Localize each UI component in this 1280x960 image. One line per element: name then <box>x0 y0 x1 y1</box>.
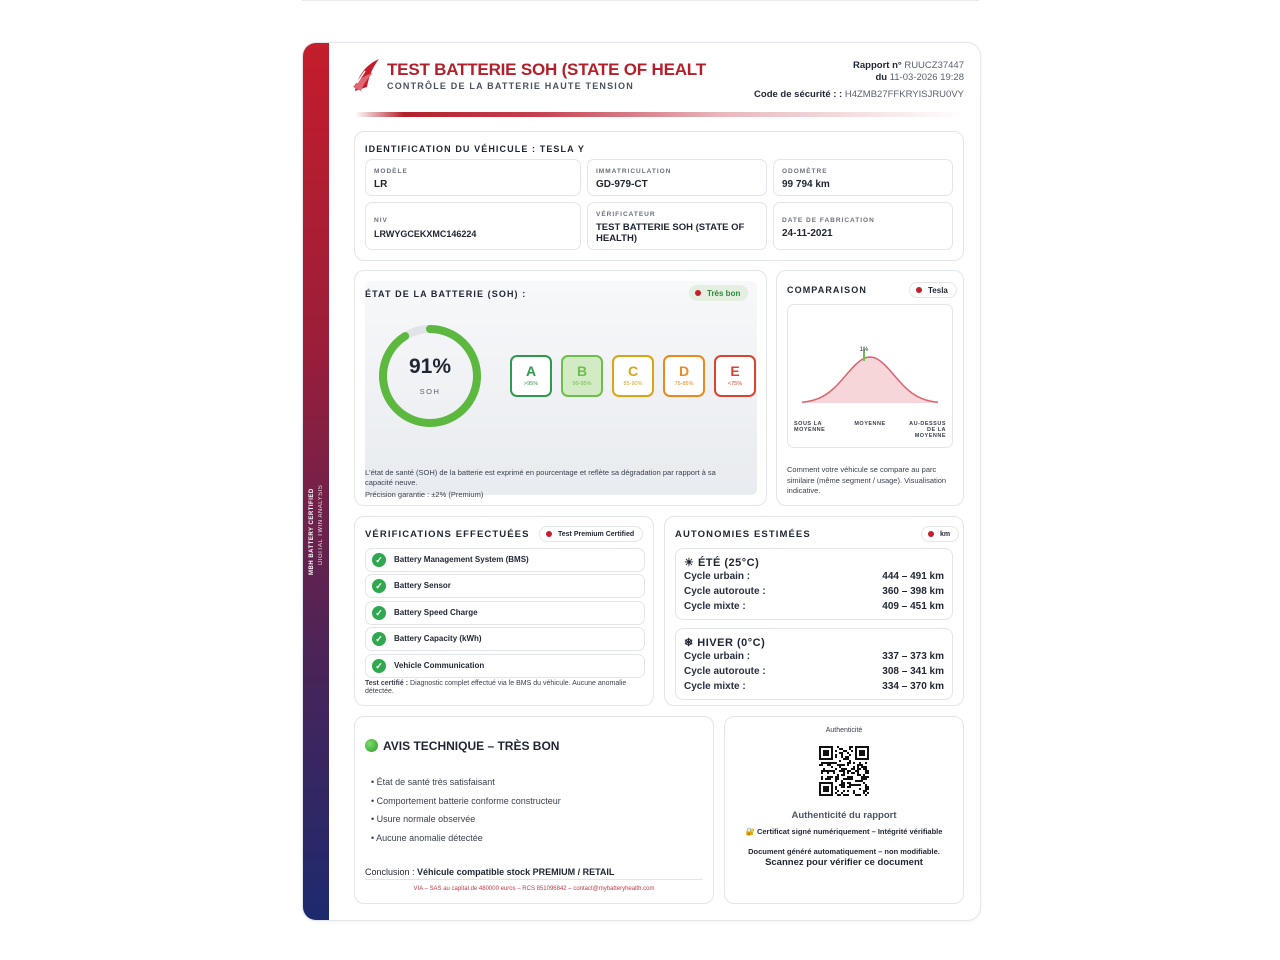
grade-letter: E <box>730 363 740 379</box>
checks-note-label: Test certifié : <box>365 680 409 687</box>
qr-code[interactable] <box>819 746 869 796</box>
report-number-label: Rapport n° <box>853 60 902 71</box>
check-label: Battery Capacity (kWh) <box>394 634 482 643</box>
report-date-label: du <box>875 72 888 83</box>
header-divider <box>355 112 965 117</box>
field-label: NIV <box>374 217 388 224</box>
comparison-note: Comment votre véhicule se compare au parc similaire (même segment / usage). Visualisation indicative. <box>787 465 947 495</box>
field-odometer <box>773 159 953 196</box>
range-label: Cycle autoroute : <box>684 586 766 597</box>
opinion-bullet-text: Usure normale observée <box>376 814 476 824</box>
opinion-title: AVIS TECHNIQUE – TRÈS BON <box>383 739 560 753</box>
field-value: 99 794 km <box>782 179 830 190</box>
company-footer: VIA – SAS au capital de 480000 euros – RCS 851096842 – contact@mybatteryhealth.com <box>413 886 655 892</box>
winter-range-box <box>675 628 953 700</box>
check-icon: ✓ <box>372 553 386 567</box>
range-title: AUTONOMIES ESTIMÉES <box>675 529 811 540</box>
soh-unit-label: SOH <box>419 387 441 396</box>
range-card <box>664 516 964 706</box>
grade-letter: C <box>627 363 639 379</box>
authenticity-top-label: Authenticité <box>825 727 863 734</box>
conclusion-value: Véhicule compatible stock PREMIUM / RETAIL <box>417 867 615 877</box>
comparison-brand: Tesla <box>928 285 948 295</box>
field-vin <box>365 202 581 250</box>
check-label: Vehicle Communication <box>394 661 485 670</box>
opinion-bullet: • Usure normale observée <box>371 814 476 824</box>
vehicle-section-title: IDENTIFICATION DU VÉHICULE : TESLA Y <box>365 144 585 154</box>
brand-sidebar <box>303 43 329 920</box>
check-icon: ✓ <box>372 579 386 593</box>
opinion-bullet-text: Aucune anomalie détectée <box>376 833 483 843</box>
grade-b <box>561 355 603 397</box>
range-value: 409 – 451 km <box>882 601 944 612</box>
range-value: 334 – 370 km <box>882 681 944 692</box>
authenticity-card <box>724 716 964 904</box>
check-icon: ✓ <box>372 606 386 620</box>
opinion-bullet-text: État de santé très satisfaisant <box>376 777 495 787</box>
check-item <box>365 574 645 598</box>
authenticity-title: Authenticité du rapport <box>791 810 897 821</box>
snowflake-icon: ❄ <box>684 637 694 649</box>
summer-range-box <box>675 548 953 620</box>
opinion-bullet-text: Comportement batterie conforme constructeur <box>376 796 561 806</box>
authenticity-generated-note: Document généré automatiquement – non modifiable. <box>748 847 940 856</box>
vehicle-identification-card <box>354 131 964 261</box>
grade-range: 90-95% <box>572 381 592 387</box>
checks-card <box>354 516 654 706</box>
security-code-label: Code de sécurité : : <box>754 89 843 100</box>
range-row <box>684 666 944 681</box>
sun-icon: ☀ <box>684 557 695 569</box>
grade-letter: A <box>525 363 537 379</box>
field-value: LR <box>374 179 388 190</box>
check-label: Battery Sensor <box>394 581 451 590</box>
field-label: DATE DE FABRICATION <box>782 217 875 224</box>
grade-range: <75% <box>727 381 743 387</box>
check-item <box>365 548 645 572</box>
range-unit-badge <box>921 526 959 542</box>
grade-e <box>714 355 756 397</box>
x-label-above: AU-DESSUS DE LA MOYENNE <box>909 421 946 439</box>
summer-title <box>684 556 759 569</box>
comparison-bell-curve <box>788 305 952 405</box>
grade-range: >95% <box>523 381 539 387</box>
checks-note-text: Diagnostic complet effectué via le BMS du véhicule. Aucune anomalie détectée. <box>365 680 627 695</box>
grade-range: 75-85% <box>674 381 694 387</box>
field-model <box>365 159 581 196</box>
marker-label: 1% <box>859 347 869 353</box>
range-label: Cycle mixte : <box>684 601 746 612</box>
soh-status-text: Très bon <box>707 288 741 298</box>
check-icon: ✓ <box>372 632 386 646</box>
range-row <box>684 586 944 601</box>
footer-divider <box>365 879 703 880</box>
checks-badge-text: Test Premium Certified <box>558 530 635 538</box>
authenticity-scan-note: Scannez pour vérifier ce document <box>765 857 923 868</box>
range-label: Cycle urbain : <box>684 651 751 662</box>
check-label: Battery Speed Charge <box>394 608 478 617</box>
report-subtitle: CONTRÔLE DE LA BATTERIE HAUTE TENSION <box>387 81 634 91</box>
report-number: RUUCZ37447 <box>904 60 964 71</box>
range-value: 444 – 491 km <box>882 571 944 582</box>
x-label-below: SOUS LA MOYENNE <box>794 421 826 433</box>
field-label: MODÈLE <box>374 168 408 175</box>
grade-letter: B <box>576 363 588 379</box>
brand-logo-icon <box>351 57 381 93</box>
check-label: Battery Management System (BMS) <box>394 555 529 564</box>
range-value: 308 – 341 km <box>882 666 944 677</box>
range-label: Cycle autoroute : <box>684 666 766 677</box>
check-item <box>365 654 645 678</box>
range-row <box>684 651 944 666</box>
range-label: Cycle mixte : <box>684 681 746 692</box>
comparison-brand-badge <box>909 282 957 298</box>
authenticity-signature-note: 🔐 Certificat signé numériquement – Intégrité vérifiable <box>745 827 943 836</box>
check-icon: ✓ <box>372 659 386 673</box>
check-item <box>365 601 645 625</box>
x-label-average: MOYENNE <box>854 421 886 427</box>
range-unit: km <box>940 530 951 538</box>
soh-status-badge <box>689 285 748 301</box>
field-label: IMMATRICULATION <box>596 168 672 175</box>
range-row <box>684 571 944 586</box>
field-verifier <box>587 202 767 250</box>
field-value: 24-11-2021 <box>782 228 833 239</box>
report-date: 11-03-2026 19:28 <box>889 72 964 83</box>
range-value: 360 – 398 km <box>882 586 944 597</box>
opinion-bullet: • État de santé très satisfaisant <box>371 777 495 787</box>
grade-c <box>612 355 654 397</box>
soh-percent: 91% <box>408 355 452 378</box>
grade-letter: D <box>678 363 690 379</box>
grade-a <box>510 355 552 397</box>
comparison-title: COMPARAISON <box>787 285 867 295</box>
opinion-bullet: • Aucune anomalie détectée <box>371 833 483 843</box>
soh-section-title: ÉTAT DE LA BATTERIE (SOH) : <box>365 289 527 299</box>
soh-precision: Précision garantie : ±2% (Premium) <box>365 490 484 499</box>
range-row <box>684 601 944 616</box>
technical-opinion-card <box>354 716 714 904</box>
field-registration <box>587 159 767 196</box>
comparison-chart <box>787 304 953 448</box>
report-meta <box>754 60 964 101</box>
summer-title-text: ÉTÉ (25°C) <box>697 557 760 569</box>
opinion-conclusion <box>365 867 614 877</box>
soh-description: L'état de santé (SOH) de la batterie est exprimé en pourcentage et reflète sa dégradation par rapport à sa capacité neuve. <box>365 468 716 487</box>
report-page <box>302 42 981 921</box>
grade-range: 85-90% <box>623 381 643 387</box>
sidebar-analysis-text: DIGITAL TWIN ANALYSIS <box>318 484 324 565</box>
range-value: 337 – 373 km <box>882 651 944 662</box>
conclusion-label: Conclusion : <box>365 867 415 877</box>
winter-title-text: HIVER (0°C) <box>697 637 766 649</box>
report-title: TEST BATTERIE SOH (STATE OF HEALT <box>387 60 706 79</box>
checks-title: VÉRIFICATIONS EFFECTUÉES <box>365 529 530 540</box>
grade-d <box>663 355 705 397</box>
field-value: GD-979-CT <box>596 179 648 190</box>
range-label: Cycle urbain : <box>684 571 751 582</box>
field-manufacture-date <box>773 202 953 250</box>
check-item <box>365 627 645 651</box>
security-code: H4ZMB27FFKRYISJRU0VY <box>844 89 964 100</box>
green-status-icon <box>365 739 378 752</box>
field-value: LRWYGCEKXMC146224 <box>374 229 477 239</box>
field-label: ODOMÈTRE <box>782 168 828 175</box>
checks-badge <box>539 526 643 542</box>
winter-title <box>684 636 765 649</box>
field-value: TEST BATTERIE SOH (STATE OF HEALTH) <box>596 222 745 244</box>
field-label: VÉRIFICATEUR <box>596 211 656 218</box>
battery-soh-card <box>354 270 767 506</box>
range-row <box>684 681 944 696</box>
comparison-card <box>776 270 964 506</box>
opinion-bullet: • Comportement batterie conforme constructeur <box>371 796 561 806</box>
checks-note <box>365 680 645 696</box>
sidebar-certified-text: MBH BATTERY CERTIFIED <box>309 488 315 575</box>
